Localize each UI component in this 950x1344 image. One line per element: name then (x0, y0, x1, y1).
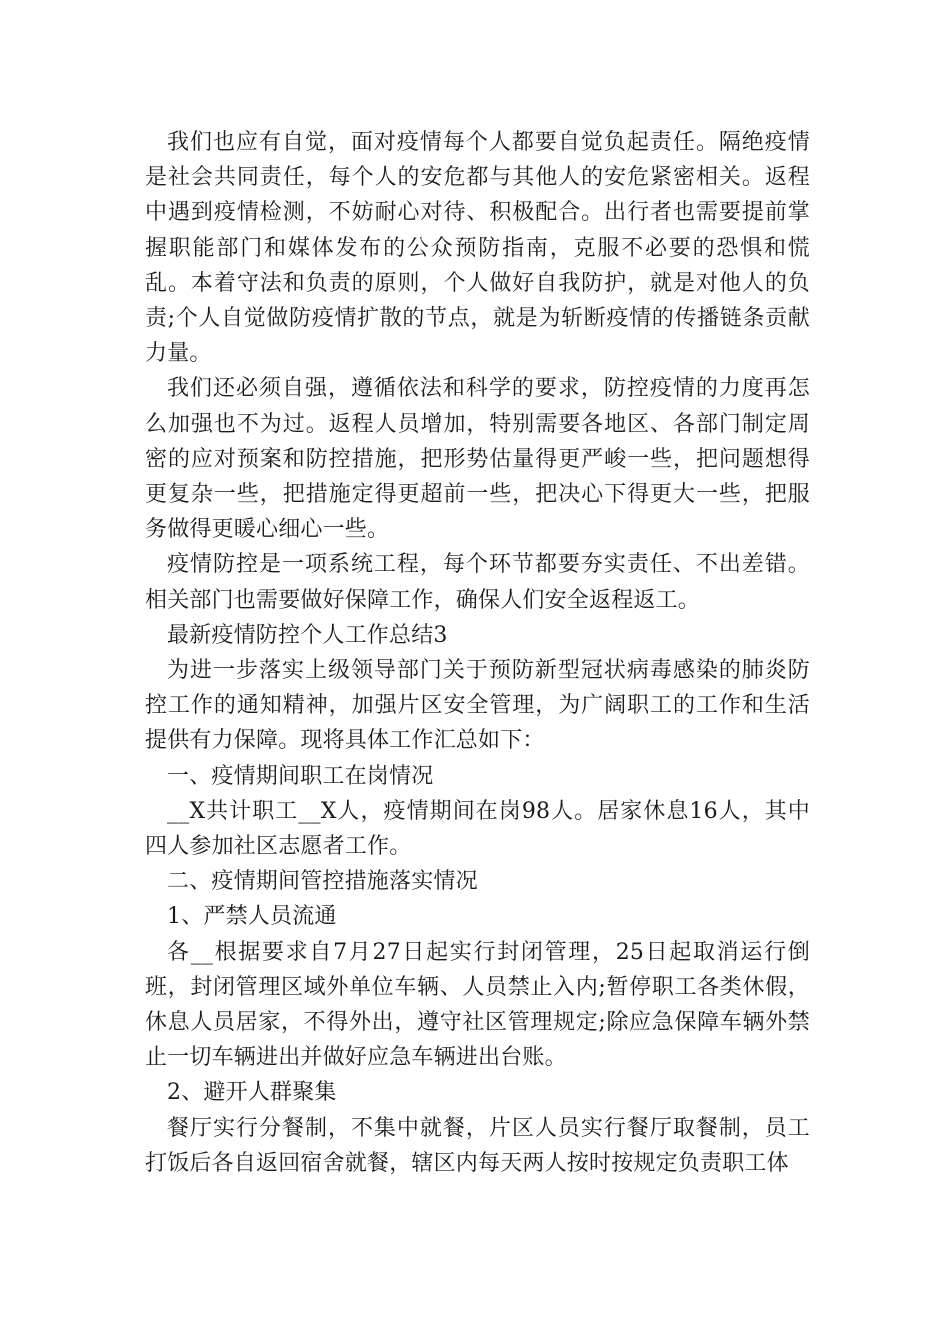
paragraph-self-strengthening: 我们还必须自强，遵循依法和科学的要求，防控疫情的力度再怎么加强也不为过。返程人员增加，特别需要各地区、各部门制定周密的应对预案和防控措施，把形势估量得更严峻一些，把问题想得更复杂一些，把措施定得更超前一些，把决心下得更大一些，把服务做得更暖心细心一些。 (145, 376, 810, 543)
section-title: 最新疫情防控个人工作总结3 (167, 622, 448, 648)
subheading-avoid-gathering: 2、避开人群聚集 (167, 1080, 337, 1106)
paragraph-dining: 餐厅实行分餐制，不集中就餐，片区人员实行餐厅取餐制，员工打饭后各自返回宿舍就餐，辖区内每天两人按时按规定负责职工体 (145, 1115, 810, 1176)
heading-staff-on-duty: 一、疫情期间职工在岗情况 (167, 763, 434, 789)
document-body (145, 125, 810, 1181)
paragraph-introduction: 为进一步落实上级领导部门关于预防新型冠状病毒感染的肺炎防控工作的通知精神，加强片区安全管理，为广阔职工的工作和生活提供有力保障。现将具体工作汇总如下： (145, 658, 810, 754)
paragraph-closed-management: 各__根据要求自7月27日起实行封闭管理，25日起取消运行倒班，封闭管理区域外单位车辆、人员禁止入内;暂停职工各类休假，休息人员居家，不得外出，遵守社区管理规定;除应急保障车辆外禁止一切车辆进出并做好应急车辆进出台账。 (145, 939, 810, 1071)
heading-control-measures: 二、疫情期间管控措施落实情况 (167, 869, 478, 895)
paragraph-staff-counts: __X共计职工__X人，疫情期间在岗98人。居家休息16人，其中四人参加社区志愿者工作。 (145, 798, 810, 860)
paragraph-systematic-project: 疫情防控是一项系统工程，每个环节都要夯实责任、不出差错。相关部门也需要做好保障工作，确保人们安全返程返工。 (145, 552, 810, 613)
subheading-no-movement: 1、严禁人员流通 (167, 904, 337, 930)
paragraph-self-awareness: 我们也应有自觉，面对疫情每个人都要自觉负起责任。隔绝疫情是社会共同责任，每个人的安危都与其他人的安危紧密相关。返程中遇到疫情检测，不妨耐心对待、积极配合。出行者也需要提前掌握职能部门和媒体发布的公众预防指南，克服不必要的恐惧和慌乱。本着守法和负责的原则，个人做好自我防护，就是对他人的负责;个人自觉做防疫情扩散的节点，就是为斩断疫情的传播链条贡献力量。 (145, 130, 810, 367)
